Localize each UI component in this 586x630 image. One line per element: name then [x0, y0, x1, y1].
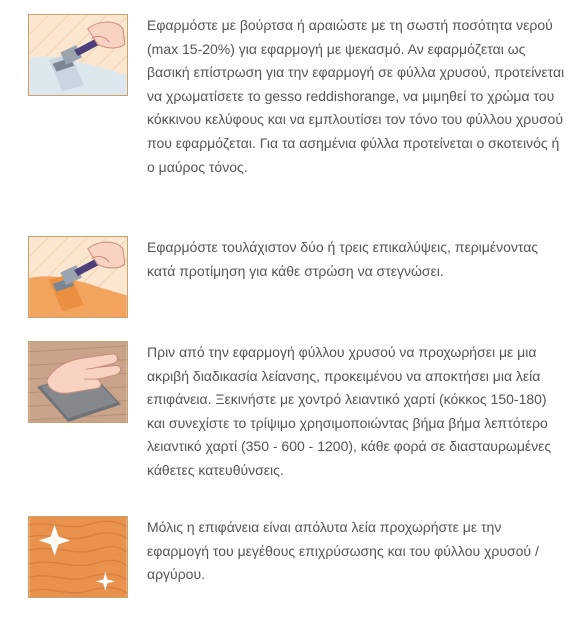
step-2-text: Εφαρμόστε τουλάχιστον δύο ή τρεις επικαλύψεις, περιμένοντας κατά προτίμηση για κάθε στρώση να στεγνώσει. — [147, 239, 539, 279]
step-4-text: Μόλις η επιφάνεια είναι απόλυτα λεία προχωρήστε με την εφαρμογή του μεγέθους επιχρύσωσης και του φύλλου χρυσού / αργύρου. — [147, 519, 539, 583]
step-1-text: Εφαρμόστε με βούρτσα ή αραιώστε με τη σωστή ποσότητα νερού (max 15-20%) για εφαρμογή με ψεκασμό. Αν εφαρμόζεται ως βασική επίστρωση για την εφαρμογή σε φύλλα χρυσού, προτείνεται να χρωματίσετε το gesso reddishorange, να μιμηθεί το χρώμα του κόκκινου κελύφους και να εμπλουτίσει τον τόνο του φύλλου χρυσού που εφαρμόζεται. Για τα ασημένια φύλλα προτείνεται ο σκοτεινός ή ο μαύρος τόνος. — [147, 17, 565, 175]
sparkle-smooth-surface-icon — [28, 516, 128, 598]
brush-on-pale-surface-icon — [28, 14, 128, 96]
step-3-text: Πριν από την εφαρμογή φύλλου χρυσού να προχωρήσει με μια ακριβή διαδικασία λείανσης, προκειμένου να αποκτήσει μια λεία επιφάνεια. Ξεκινήστε με χοντρό λειαντικό χαρτί (κόκκος 150-180) και συνεχίστε το τρίψιμο χρησιμοποιώντας βήμα βήμα λεπτότερο λειαντικό χαρτί (350 - 600 - 1200), κάθε φορά σε διασταυρωμένες κάθετες κατευθύνσεις. — [147, 344, 552, 478]
hand-sanding-icon — [28, 341, 128, 423]
brush-on-orange-surface-icon — [28, 236, 128, 318]
